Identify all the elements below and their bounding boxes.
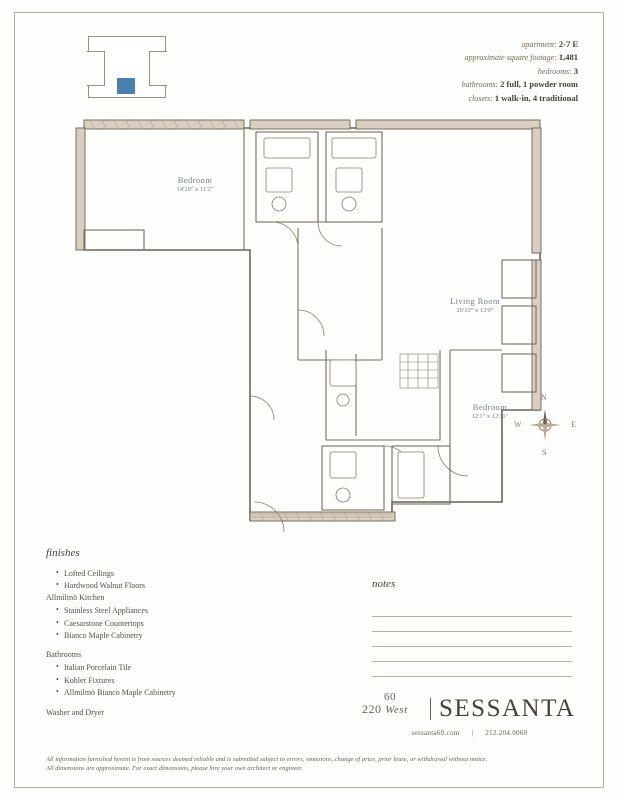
spec-row-bedrooms (348, 65, 578, 78)
key-plan-notch-right (149, 51, 167, 86)
logo-twotwenty: 220 (362, 702, 382, 716)
spec-row-sqft (348, 51, 578, 64)
key-plan-diagram (88, 36, 166, 98)
logo-row (362, 691, 577, 723)
logo-west: West (385, 704, 408, 716)
notes-line[interactable] (372, 602, 572, 617)
disclaimer-line-2: All dimensions are approximate. For exact dimensions, please hire your own architect or engineer. (46, 765, 303, 773)
floor-plan-svg (40, 110, 580, 540)
room-dimensions-living-room: 26'10" x 13'0" (456, 307, 494, 314)
finishes-item: • Bianco Maple Cabinetry (56, 630, 296, 642)
compass-south-label: S (542, 448, 547, 457)
finishes-group-title: Bathrooms (46, 650, 82, 660)
logo-website[interactable]: sessanta60.com (411, 729, 460, 737)
spec-value-bathrooms: 2 full, 1 powder room (500, 79, 578, 90)
compass-needle-icon (529, 409, 561, 441)
room-label-living-room (425, 296, 525, 314)
finishes-item: • Stainless Steel Appliances (56, 605, 296, 617)
spec-row-apartment (348, 38, 578, 51)
spec-value-sqft: 1,481 (558, 52, 578, 63)
finishes-item: • Hardwood Walnut Floors (56, 580, 296, 592)
logo-contact-separator: | (471, 729, 474, 737)
key-plan-unit-highlight (117, 78, 135, 94)
logo-divider (430, 698, 431, 720)
room-name-bedroom-1: Bedroom (177, 175, 213, 185)
finishes-item: • Lofted Ceilings (56, 568, 296, 580)
spec-value-apartment: 2-7 E (558, 39, 578, 49)
spec-label-sqft: approximate square footage: (464, 53, 557, 63)
logo-phone[interactable]: 212.204.0060 (485, 729, 528, 737)
finishes-section (46, 545, 296, 727)
legal-disclaimer (46, 755, 576, 775)
notes-line[interactable] (372, 647, 572, 662)
room-dimensions-bedroom-2: 12'1" x 12'11" (471, 413, 509, 420)
finishes-item: • Allmilmö Bianco Maple Cabinetry (56, 687, 296, 699)
finishes-item: • Italian Porcelain Tile (56, 662, 296, 674)
spec-row-bathrooms (348, 78, 578, 91)
brand-logo (362, 691, 577, 737)
notes-line[interactable] (372, 662, 572, 677)
notes-section (372, 578, 572, 677)
floor-plan-drawing (40, 110, 580, 540)
notes-title: notes (372, 578, 396, 590)
spec-value-closets: 1 walk-in, 4 traditional (494, 92, 578, 103)
disclaimer-line-1: All information furnished herein is from sources deemed reliable and is submitted subject to errors, omissions, change of price, prior lease, or withdrawal without notice. (46, 755, 488, 763)
logo-sixty: 60 (384, 691, 396, 703)
notes-line[interactable] (372, 632, 572, 647)
finishes-title: finishes (46, 547, 80, 559)
room-name-bedroom-2: Bedroom (472, 402, 508, 412)
finishes-item: • Kohler Fixtures (56, 675, 296, 687)
finishes-extra: Washer and Dryer (46, 707, 104, 717)
finishes-general-list (46, 568, 296, 593)
logo-wordmark: SESSANTA (439, 695, 576, 722)
finishes-kitchen-list (46, 605, 296, 642)
finishes-bathrooms-list (46, 662, 296, 699)
room-label-bedroom-1 (150, 175, 240, 193)
spec-label-bedrooms: bedrooms: (537, 66, 572, 76)
spec-row-closets (348, 92, 578, 105)
finishes-group-kitchen (46, 592, 296, 642)
compass-east-label: E (571, 420, 576, 429)
key-plan-notch-left (87, 51, 105, 86)
room-dimensions-bedroom-1: 14'10" x 11'2" (176, 186, 214, 193)
spec-value-bedrooms: 3 (573, 65, 578, 76)
finishes-group-title: Allmilmö Kitchen (46, 593, 105, 603)
apartment-spec-block (348, 38, 578, 105)
spec-label-closets: closets: (468, 93, 493, 103)
finishes-group-bathrooms (46, 649, 296, 699)
compass-west-label: W (514, 420, 522, 429)
spec-label-bathrooms: bathrooms: (461, 80, 499, 90)
logo-address-mark (362, 691, 430, 716)
logo-contact-row (362, 729, 577, 737)
notes-line[interactable] (372, 617, 572, 632)
compass-rose (515, 395, 575, 455)
finishes-item: • Caesarstone Countertops (56, 618, 296, 630)
room-name-living-room: Living Room (450, 296, 500, 306)
spec-label-apartment: apartment: (521, 40, 557, 49)
compass-north-label: N (541, 393, 547, 402)
